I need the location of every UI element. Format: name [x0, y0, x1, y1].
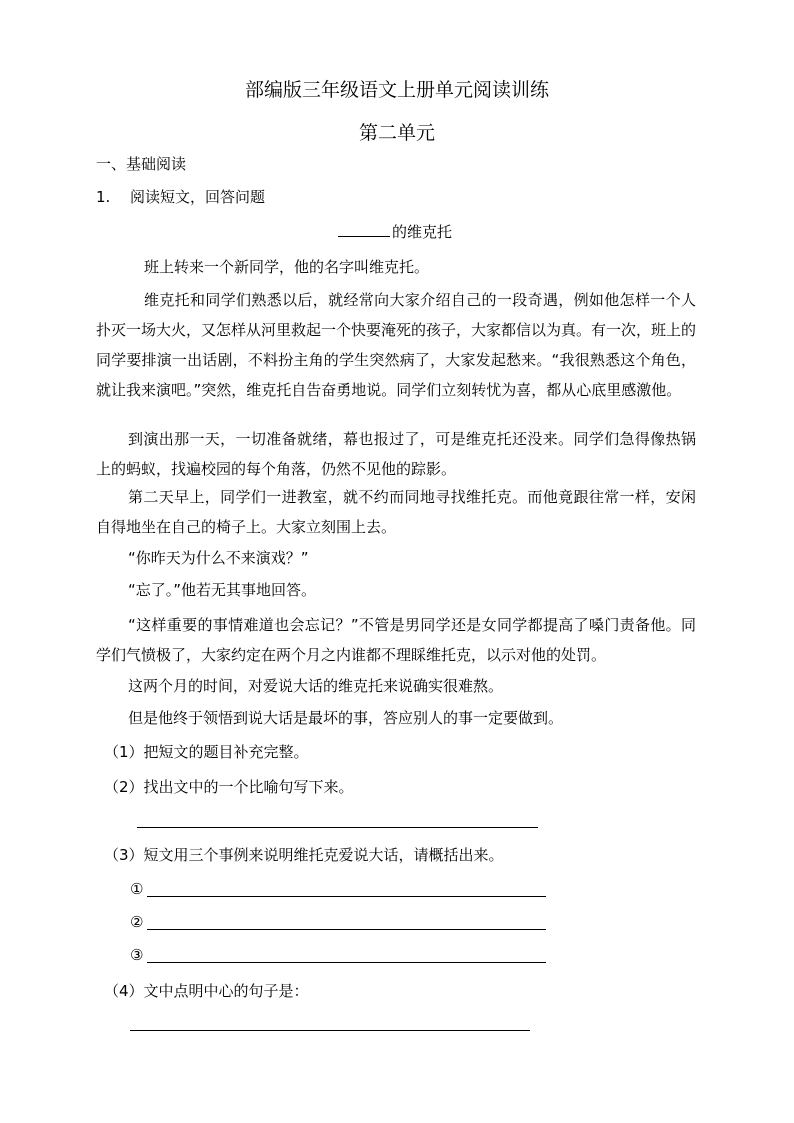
question-prompt: 阅读短文，回答问题: [130, 188, 266, 206]
story-title-suffix: 的维克托: [392, 223, 453, 241]
question-3: （3）短文用三个事例来说明维托克爱说大话，请概括出来。: [104, 846, 504, 864]
question-4: （4）文中点明中心的句子是：: [104, 982, 309, 1000]
answer-line[interactable]: [147, 962, 546, 963]
question-number: 1.: [96, 188, 111, 206]
story-title-blank[interactable]: [338, 222, 390, 237]
question-1: （1）把短文的题目补充完整。: [104, 743, 309, 761]
document-title: 部编版三年级语文上册单元阅读训练: [244, 79, 549, 101]
story-paragraph: “忘了。”他若无其事地回答。: [128, 581, 317, 599]
answer-mark-3: ③: [130, 946, 144, 964]
unit-title: 第二单元: [358, 122, 435, 144]
section-heading: 一、基础阅读: [96, 155, 187, 173]
story-paragraph: 班上转来一个新同学，他的名字叫维克托。: [144, 258, 430, 276]
answer-line[interactable]: [147, 929, 546, 930]
answer-mark-2: ②: [130, 913, 144, 931]
story-paragraph: “这样重要的事情难道也会忘记？”不管是男同学还是女同学都提高了嗓门责备他。同学们气愤极了，大家约定在两个月之内谁都不理睬维托克，以示对他的处罚。: [96, 616, 696, 664]
story-paragraph: 第二天早上，同学们一进教室，就不约而同地寻找维托克。而他竟跟往常一样，安闲自得地坐在自己的椅子上。大家立刻围上去。: [96, 488, 696, 536]
story-title: [338, 222, 452, 242]
story-paragraph: 维克托和同学们熟悉以后，就经常向大家介绍自己的一段奇遇，例如他怎样一个人扑灭一场大火，又怎样从河里救起一个快要淹死的孩子，大家都信以为真。有一次，班上的同学要排演一出话剧，不料扮主角的学生突然病了，大家发起愁来。“我很熟悉这个角色，就让我来演吧。”突然，维克托自告奋勇地说。同学们立刻转忧为喜，都从心底里感激他。: [96, 291, 697, 399]
question-2: （2）找出文中的一个比喻句写下来。: [104, 778, 354, 796]
story-paragraph: 到演出那一天，一切准备就绪，幕也报过了，可是维克托还没来。同学们急得像热锅上的蚂蚁，找遍校园的每个角落，仍然不见他的踪影。: [96, 430, 696, 478]
answer-line[interactable]: [130, 1030, 530, 1031]
answer-mark-1: ①: [130, 880, 144, 898]
story-paragraph: “你昨天为什么不来演戏？”: [128, 549, 309, 567]
answer-line[interactable]: [137, 827, 538, 828]
story-paragraph: 这两个月的时间，对爱说大话的维克托来说确实很难熬。: [128, 677, 504, 695]
answer-line[interactable]: [147, 896, 546, 897]
story-paragraph: 但是他终于领悟到说大话是最坏的事，答应别人的事一定要做到。: [128, 709, 564, 727]
